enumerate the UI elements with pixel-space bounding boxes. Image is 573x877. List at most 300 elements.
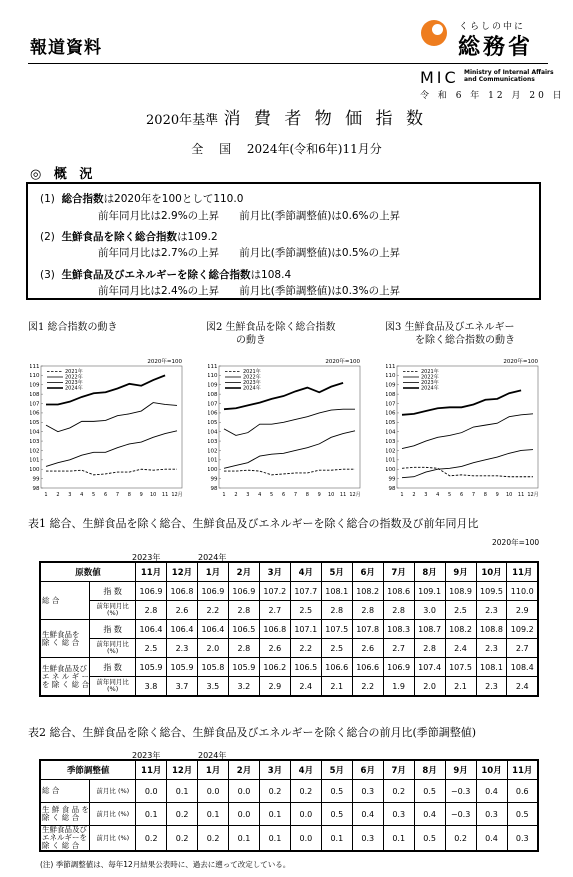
- series-line-2023年: [46, 403, 177, 432]
- chart-base-label: 2020年=100: [503, 359, 538, 365]
- table1-title: 表1 総合、生鮮食品を除く総合、生鮮食品及びエネルギーを除く総合の指数及び前年同月比: [28, 517, 479, 530]
- index-value: 110.0: [507, 582, 538, 601]
- y-tick-label: 105: [208, 420, 218, 427]
- yoy-value: 2.5: [321, 639, 352, 658]
- yoy-value: 2.8: [321, 601, 352, 620]
- x-tick-label: 7: [471, 492, 476, 498]
- index-value: 105.9: [136, 658, 167, 677]
- summary-box: [26, 182, 541, 300]
- index-value: 106.5: [228, 620, 259, 639]
- x-tick-label: 10: [149, 492, 157, 498]
- y-tick-label: 98: [32, 485, 40, 492]
- y-tick-label: 103: [30, 438, 40, 445]
- mom-value: 0.3: [476, 803, 507, 826]
- y-tick-label: 105: [386, 420, 396, 427]
- chart-2-svg: [208, 358, 366, 506]
- mom-value: 0.5: [321, 803, 352, 826]
- legend-label: 2022年: [65, 374, 83, 381]
- yoy-value: 2.8: [228, 639, 259, 658]
- yoy-value: 2.4: [507, 677, 538, 697]
- publication-date: 令 和 6 年 12 月 20 日: [420, 91, 565, 101]
- mom-value: 0.4: [476, 780, 507, 803]
- mom-value: 0.1: [229, 826, 260, 852]
- index-value: 106.4: [166, 620, 197, 639]
- x-tick-label: 3: [424, 492, 428, 498]
- mic-desc-line2: and Communications: [464, 76, 535, 83]
- y-tick-label: 104: [386, 429, 396, 436]
- index-value: 105.9: [228, 658, 259, 677]
- y-tick-label: 106: [208, 410, 218, 417]
- y-tick-label: 111: [208, 363, 218, 370]
- mic-description: [464, 69, 554, 83]
- y-tick-label: 98: [388, 485, 396, 492]
- y-tick-label: 104: [30, 429, 40, 436]
- mom-value: 0.1: [167, 780, 198, 803]
- yoy-value: 2.3: [476, 639, 507, 658]
- y-tick-label: 107: [386, 401, 396, 408]
- yoy-value: 2.5: [136, 639, 167, 658]
- summary-item-2-rates: [98, 245, 400, 260]
- index-value: 107.1: [290, 620, 321, 639]
- index-value: 107.2: [259, 582, 290, 601]
- chart-base-label: 2020年=100: [325, 359, 360, 365]
- index-value: 109.1: [414, 582, 445, 601]
- index-value: 108.9: [445, 582, 476, 601]
- summary-name: 生鮮食品を除く総合指数: [61, 231, 178, 243]
- mom-value: 0.2: [167, 803, 198, 826]
- summary-mom: 前月比(季節調整値)は0.3%の上昇: [239, 285, 401, 297]
- fig2-title-line1: 図2 生鮮食品を除く総合指数: [206, 322, 336, 333]
- legend-label: 2021年: [65, 369, 83, 375]
- mom-value: 0.2: [445, 826, 476, 852]
- document-subtitle: 全 国 2024年(令和6年)11月分: [191, 142, 382, 156]
- mom-value: 0.1: [136, 803, 167, 826]
- y-tick-label: 101: [208, 457, 218, 464]
- table2-header-label: 季節調整値: [40, 760, 136, 780]
- x-tick-label: 6: [103, 492, 108, 498]
- summary-text: は108.4: [250, 269, 292, 281]
- y-tick-label: 101: [30, 457, 40, 464]
- summary-yoy: 前年同月比は2.4%の上昇: [98, 285, 220, 297]
- yoy-value: 2.2: [290, 639, 321, 658]
- yoy-value: 2.9: [259, 677, 290, 697]
- mom-value: 0.2: [198, 826, 229, 852]
- mom-value: 0.4: [414, 803, 445, 826]
- table2-note: (注) 季節調整値は、毎年12月結果公表時に、過去に遡って改定している。: [40, 860, 291, 869]
- fig3-title: [385, 321, 515, 347]
- y-tick-label: 108: [208, 391, 218, 398]
- month-header: 5月: [321, 760, 352, 780]
- index-value: 106.6: [352, 658, 383, 677]
- series-line-2024年: [224, 383, 343, 409]
- month-header: 7月: [383, 760, 414, 780]
- table-row: [40, 620, 538, 639]
- chart-2: [208, 358, 366, 506]
- month-header: 10月: [476, 760, 507, 780]
- fig1-title: 図1 総合指数の動き: [28, 322, 118, 333]
- chart-1-svg: [30, 358, 188, 506]
- index-value: 106.5: [290, 658, 321, 677]
- yoy-value: 2.6: [259, 639, 290, 658]
- index-value: 106.8: [259, 620, 290, 639]
- legend-label: 2024年: [65, 385, 83, 392]
- y-tick-label: 99: [388, 476, 396, 483]
- mom-value: 0.4: [476, 826, 507, 852]
- yoy-value: 2.6: [166, 601, 197, 620]
- x-tick-label: 9: [495, 492, 499, 498]
- index-value: 107.5: [321, 620, 352, 639]
- row-group-label: 生鮮食品及び エ ネ ル ギ ー を 除 く 総 合: [40, 658, 90, 697]
- table2: [39, 759, 539, 852]
- table2-title: 表2 総合、生鮮食品を除く総合、生鮮食品及びエネルギーを除く総合の前月比(季節調整値): [28, 726, 477, 739]
- summary-name: 生鮮食品及びエネルギーを除く総合指数: [61, 269, 251, 281]
- x-tick-label: 7: [293, 492, 298, 498]
- x-tick-label: 3: [246, 492, 250, 498]
- yoy-value: 3.7: [166, 677, 197, 697]
- mom-value: 0.0: [290, 826, 321, 852]
- x-tick-label: 5: [92, 492, 96, 498]
- series-line-2022年: [46, 431, 177, 467]
- row-sub-label: 前月比 (%): [90, 826, 136, 852]
- index-value: 106.6: [321, 658, 352, 677]
- mom-value: 0.1: [198, 803, 229, 826]
- index-value: 108.2: [352, 582, 383, 601]
- x-tick-label: 7: [115, 492, 120, 498]
- fig3-title-line2: を除く総合指数の動き: [415, 335, 515, 346]
- x-tick-label: 4: [436, 492, 440, 498]
- table1-year-2023: 2023年: [132, 553, 161, 562]
- yoy-value: 2.2: [197, 601, 228, 620]
- table-row: [40, 780, 538, 803]
- title-prefix: 2020年基準: [146, 113, 219, 128]
- y-tick-label: 108: [30, 391, 40, 398]
- x-tick-label: 4: [80, 492, 84, 498]
- month-header: 9月: [445, 562, 476, 582]
- summary-name: 総合指数: [61, 193, 104, 205]
- overview-heading: ◎ 概 況: [30, 167, 97, 182]
- logo-tagline: くらしの中に: [459, 22, 526, 32]
- index-value: 106.9: [136, 582, 167, 601]
- mic-desc-line1: Ministry of Internal Affairs: [464, 69, 554, 76]
- yoy-value: 2.5: [290, 601, 321, 620]
- fig2-title: [206, 321, 336, 347]
- yoy-value: 3.8: [136, 677, 167, 697]
- yoy-value: 2.7: [383, 639, 414, 658]
- row-group-label: 生鮮食品を 除 く 総 合: [40, 620, 90, 658]
- yoy-value: 2.3: [476, 601, 507, 620]
- series-line-2022年: [402, 450, 533, 478]
- y-tick-label: 109: [30, 382, 40, 389]
- mom-value: 0.0: [198, 780, 229, 803]
- index-value: 105.8: [197, 658, 228, 677]
- mom-value: 0.0: [229, 803, 260, 826]
- x-tick-label: 12月: [349, 492, 361, 498]
- yoy-value: 2.2: [352, 677, 383, 697]
- y-tick-label: 100: [208, 467, 218, 474]
- row-group-label: 総 合: [40, 582, 90, 620]
- x-tick-label: 9: [317, 492, 321, 498]
- table1-header-row: [40, 562, 538, 582]
- y-tick-label: 102: [30, 448, 40, 455]
- legend-label: 2022年: [243, 374, 261, 381]
- series-line-2021年: [46, 469, 177, 475]
- yoy-value: 2.4: [445, 639, 476, 658]
- y-tick-label: 109: [208, 382, 218, 389]
- row-sub-label: 前月比 (%): [90, 780, 136, 803]
- x-tick-label: 9: [139, 492, 143, 498]
- header-divider: [28, 63, 548, 64]
- x-tick-label: 11: [517, 492, 525, 498]
- mom-value: 0.2: [259, 780, 290, 803]
- row-sub-label: 前年同月比 (%): [90, 601, 136, 620]
- index-value: 106.2: [259, 658, 290, 677]
- month-header: 1月: [197, 562, 228, 582]
- yoy-value: 2.0: [197, 639, 228, 658]
- index-value: 108.2: [445, 620, 476, 639]
- mom-value: 0.5: [414, 780, 445, 803]
- y-tick-label: 99: [32, 476, 40, 483]
- x-tick-label: 3: [68, 492, 72, 498]
- summary-item-1-rates: [98, 208, 400, 223]
- month-header: 3月: [259, 562, 290, 582]
- yoy-value: 2.8: [228, 601, 259, 620]
- x-tick-label: 1: [222, 492, 226, 498]
- legend-label: 2024年: [243, 385, 261, 392]
- x-tick-label: 6: [459, 492, 464, 498]
- mom-value: 0.1: [259, 826, 290, 852]
- y-tick-label: 109: [386, 382, 396, 389]
- x-tick-label: 6: [281, 492, 286, 498]
- table-row: [40, 658, 538, 677]
- x-tick-label: 8: [305, 492, 309, 498]
- month-header: 11月: [507, 562, 538, 582]
- summary-num: (3): [40, 269, 55, 281]
- yoy-value: 2.8: [383, 601, 414, 620]
- row-sub-label: 前月比 (%): [90, 803, 136, 826]
- mom-value: 0.2: [383, 780, 414, 803]
- title-main: 消 費 者 物 価 指 数: [223, 109, 427, 129]
- legend-label: 2023年: [243, 380, 261, 386]
- series-line-2023年: [224, 409, 355, 435]
- y-tick-label: 102: [208, 448, 218, 455]
- row-group-label: 総 合: [40, 780, 90, 803]
- mom-value: 0.3: [352, 780, 383, 803]
- row-group-label: 生鮮食品及び エネルギーを 除 く 総 合: [40, 826, 90, 852]
- x-tick-label: 11: [161, 492, 169, 498]
- summary-item-2: [40, 229, 218, 244]
- month-header: 9月: [445, 760, 476, 780]
- index-value: 108.8: [476, 620, 507, 639]
- index-value: 109.5: [476, 582, 507, 601]
- summary-item-1: [40, 191, 243, 206]
- month-header: 6月: [352, 760, 383, 780]
- row-sub-label: 指 数: [90, 620, 136, 639]
- mom-value: 0.0: [290, 803, 321, 826]
- index-value: 108.7: [414, 620, 445, 639]
- legend-label: 2021年: [243, 369, 261, 375]
- fig3-title-line1: 図3 生鮮食品及びエネルギー: [385, 322, 515, 333]
- x-tick-label: 5: [270, 492, 274, 498]
- y-tick-label: 104: [208, 429, 218, 436]
- x-tick-label: 1: [44, 492, 48, 498]
- y-tick-label: 99: [210, 476, 218, 483]
- month-header: 5月: [321, 562, 352, 582]
- mom-value: 0.0: [229, 780, 260, 803]
- legend-label: 2022年: [421, 374, 439, 381]
- mom-value: 0.2: [290, 780, 321, 803]
- table-row: [40, 803, 538, 826]
- month-header: 1月: [198, 760, 229, 780]
- summary-text: は109.2: [177, 231, 218, 243]
- row-sub-label: 指 数: [90, 658, 136, 677]
- table-row: [40, 826, 538, 852]
- fig2-title-line2: の動き: [236, 335, 266, 346]
- chart-frame: [397, 366, 538, 488]
- mom-value: 0.2: [136, 826, 167, 852]
- y-tick-label: 106: [30, 410, 40, 417]
- month-header: 3月: [259, 760, 290, 780]
- summary-yoy: 前年同月比は2.7%の上昇: [98, 247, 220, 259]
- x-tick-label: 10: [505, 492, 513, 498]
- y-tick-label: 100: [30, 467, 40, 474]
- index-value: 107.7: [290, 582, 321, 601]
- mom-value: 0.4: [352, 803, 383, 826]
- yoy-value: 2.7: [507, 639, 538, 658]
- index-value: 108.6: [383, 582, 414, 601]
- y-tick-label: 106: [386, 410, 396, 417]
- table-row: [40, 582, 538, 601]
- legend-label: 2023年: [65, 380, 83, 386]
- yoy-value: 2.8: [414, 639, 445, 658]
- series-line-2022年: [224, 431, 355, 469]
- mom-value: 0.6: [507, 780, 538, 803]
- mom-value: 0.1: [383, 826, 414, 852]
- index-value: 106.4: [136, 620, 167, 639]
- month-header: 10月: [476, 562, 507, 582]
- month-header: 12月: [167, 760, 198, 780]
- index-value: 106.9: [228, 582, 259, 601]
- legend-label: 2024年: [421, 385, 439, 392]
- y-tick-label: 110: [30, 373, 40, 380]
- x-tick-label: 11: [339, 492, 347, 498]
- mom-value: 0.0: [136, 780, 167, 803]
- yoy-value: 2.7: [259, 601, 290, 620]
- mom-value: 0.3: [507, 826, 538, 852]
- summary-num: (2): [40, 231, 55, 243]
- series-line-2021年: [402, 467, 533, 476]
- x-tick-label: 2: [56, 492, 60, 498]
- yoy-value: 3.0: [414, 601, 445, 620]
- summary-yoy: 前年同月比は2.9%の上昇: [98, 210, 220, 222]
- series-line-2021年: [224, 469, 355, 475]
- index-value: 107.4: [414, 658, 445, 677]
- x-tick-label: 10: [327, 492, 335, 498]
- y-tick-label: 100: [386, 467, 396, 474]
- mic-acronym: MIC: [420, 68, 459, 87]
- table2-year-2023: 2023年: [132, 751, 161, 760]
- summary-mom: 前月比(季節調整値)は0.6%の上昇: [239, 210, 401, 222]
- series-line-2023年: [402, 414, 533, 449]
- y-tick-label: 105: [30, 420, 40, 427]
- y-tick-label: 111: [30, 363, 40, 370]
- mic-logo-icon: [421, 20, 447, 46]
- index-value: 108.1: [476, 658, 507, 677]
- mom-value: 0.3: [383, 803, 414, 826]
- table1-year-2024: 2024年: [198, 553, 227, 562]
- x-tick-label: 2: [412, 492, 416, 498]
- y-tick-label: 103: [386, 438, 396, 445]
- x-tick-label: 12月: [171, 492, 183, 498]
- mom-value: 0.5: [414, 826, 445, 852]
- press-release-label: 報道資料: [30, 38, 102, 58]
- summary-text: は2020年を100として110.0: [103, 193, 244, 205]
- series-line-2024年: [402, 390, 521, 414]
- month-header: 4月: [290, 562, 321, 582]
- index-value: 106.9: [197, 582, 228, 601]
- month-header: 2月: [228, 562, 259, 582]
- y-tick-label: 111: [386, 363, 396, 370]
- y-tick-label: 107: [208, 401, 218, 408]
- table-row: [40, 639, 538, 658]
- yoy-value: 2.1: [445, 677, 476, 697]
- month-header: 11月: [136, 562, 167, 582]
- y-tick-label: 110: [208, 373, 218, 380]
- yoy-value: 2.9: [507, 601, 538, 620]
- yoy-value: 2.3: [166, 639, 197, 658]
- table2-header-row: [40, 760, 538, 780]
- month-header: 6月: [352, 562, 383, 582]
- chart-1: [30, 358, 188, 506]
- x-tick-label: 8: [483, 492, 487, 498]
- month-header: 8月: [414, 760, 445, 780]
- mom-value: 0.5: [507, 803, 538, 826]
- yoy-value: 2.1: [321, 677, 352, 697]
- chart-base-label: 2020年=100: [147, 359, 182, 365]
- index-value: 106.8: [166, 582, 197, 601]
- mom-value: 0.5: [321, 780, 352, 803]
- x-tick-label: 8: [127, 492, 131, 498]
- yoy-value: 2.4: [290, 677, 321, 697]
- mom-value: −0.3: [445, 803, 476, 826]
- month-header: 7月: [383, 562, 414, 582]
- y-tick-label: 108: [386, 391, 396, 398]
- x-tick-label: 5: [448, 492, 452, 498]
- summary-num: (1): [40, 193, 55, 205]
- index-value: 107.8: [352, 620, 383, 639]
- month-header: 11月: [507, 760, 538, 780]
- yoy-value: 3.2: [228, 677, 259, 697]
- table-row: [40, 601, 538, 620]
- y-tick-label: 101: [386, 457, 396, 464]
- month-header: 8月: [414, 562, 445, 582]
- index-value: 106.9: [383, 658, 414, 677]
- table2-year-2024: 2024年: [198, 751, 227, 760]
- index-value: 109.2: [507, 620, 538, 639]
- legend-label: 2023年: [421, 380, 439, 386]
- row-sub-label: 指 数: [90, 582, 136, 601]
- table1-base: 2020年=100: [492, 538, 540, 547]
- mom-value: 0.3: [352, 826, 383, 852]
- mom-value: −0.3: [445, 780, 476, 803]
- index-value: 107.5: [445, 658, 476, 677]
- mom-value: 0.1: [321, 826, 352, 852]
- table1: [39, 561, 539, 697]
- row-group-label: 生 鮮 食 品 を 除 く 総 合: [40, 803, 90, 826]
- x-tick-label: 2: [234, 492, 238, 498]
- summary-item-3-rates: [98, 283, 400, 298]
- yoy-value: 2.6: [352, 639, 383, 658]
- summary-item-3: [40, 267, 291, 282]
